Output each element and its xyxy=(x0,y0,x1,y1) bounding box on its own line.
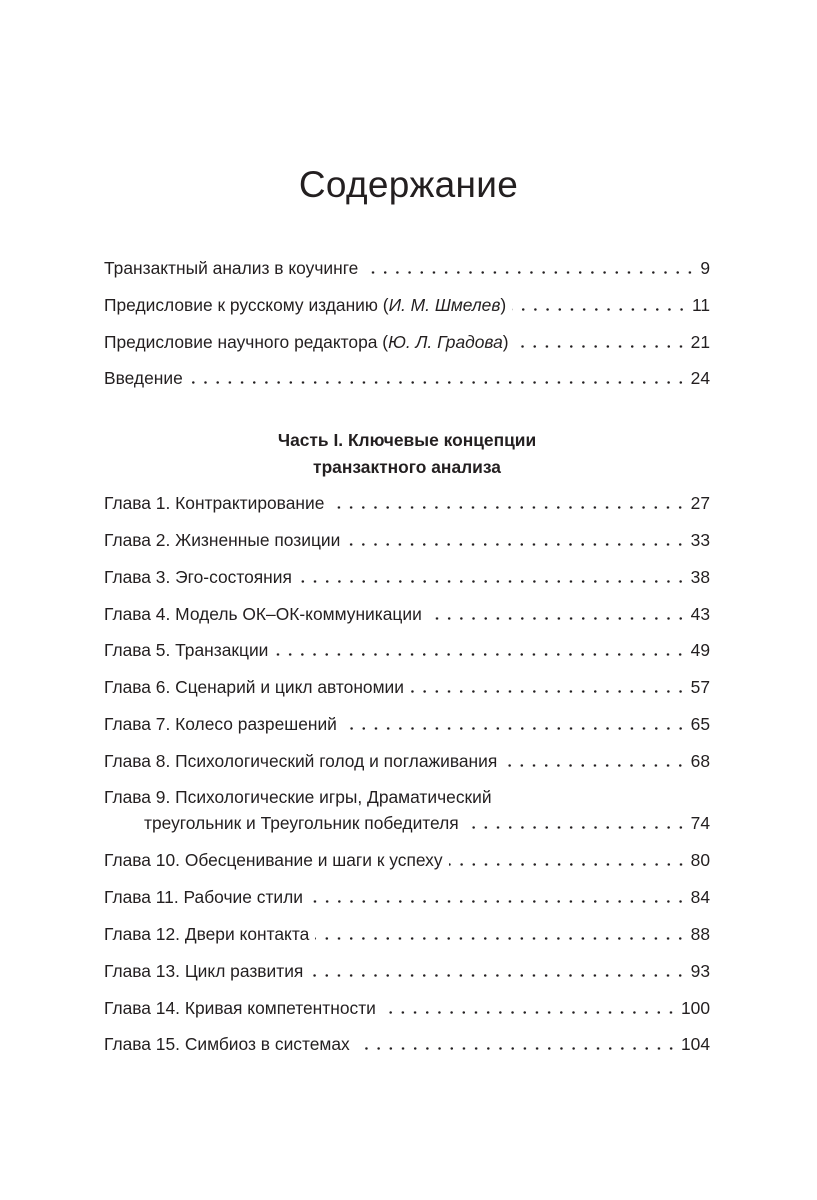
toc-chapter[interactable] xyxy=(104,920,710,957)
dot-leader xyxy=(428,617,687,620)
toc-chapter[interactable] xyxy=(104,710,710,747)
page-number: 74 xyxy=(690,812,710,833)
page-number: 65 xyxy=(690,713,710,734)
entry-author: Ю. Л. Градова xyxy=(388,331,503,352)
entry-title-end: ) xyxy=(500,294,507,315)
entry-title-end: ) xyxy=(502,331,509,352)
dot-leader xyxy=(343,727,687,730)
dot-leader xyxy=(382,1011,677,1014)
dot-leader xyxy=(364,271,696,274)
page-number: 49 xyxy=(690,640,710,661)
page-number: 43 xyxy=(690,603,710,624)
chapter-title: Глава 5. Транзакции xyxy=(104,640,269,661)
dot-leader xyxy=(410,690,687,693)
page-number: 80 xyxy=(690,850,710,871)
part-heading xyxy=(104,427,710,481)
chapter-title: Глава 4. Модель ОК–ОК-коммуникации xyxy=(104,603,422,624)
page-number: 11 xyxy=(691,294,710,315)
dot-leader xyxy=(356,1047,677,1050)
dot-leader xyxy=(515,345,687,348)
page-title: Содержание xyxy=(298,164,519,205)
dot-leader xyxy=(298,580,687,583)
page-number: 38 xyxy=(690,566,710,587)
toc-chapter[interactable] xyxy=(104,636,710,673)
page-number: 88 xyxy=(690,923,710,944)
page-number: 27 xyxy=(690,493,710,514)
dot-leader xyxy=(503,764,686,767)
toc-chapter[interactable] xyxy=(104,784,710,847)
chapter-title: Глава 9. Психологические игры, Драматический xyxy=(104,786,492,807)
toc-chapter[interactable] xyxy=(104,673,710,710)
toc-entry[interactable] xyxy=(104,254,710,291)
page-number: 100 xyxy=(680,997,710,1018)
dot-leader xyxy=(309,974,686,977)
dot-leader xyxy=(274,653,686,656)
toc-chapter[interactable] xyxy=(104,600,710,637)
dot-leader xyxy=(189,381,687,384)
toc-chapter[interactable] xyxy=(104,489,710,526)
toc-chapter[interactable] xyxy=(104,526,710,563)
dot-leader xyxy=(465,826,687,829)
table-of-contents xyxy=(104,254,710,1067)
page-number: 68 xyxy=(690,750,710,771)
page-number: 84 xyxy=(690,887,710,908)
dot-leader xyxy=(449,863,687,866)
chapter-title: Глава 13. Цикл развития xyxy=(104,960,304,981)
chapter-title: Глава 15. Симбиоз в системах xyxy=(104,1034,350,1055)
page-number: 57 xyxy=(690,677,710,698)
chapter-title: Глава 1. Контрактирование xyxy=(104,493,325,514)
toc-entry[interactable] xyxy=(104,291,710,328)
toc-chapter[interactable] xyxy=(104,957,710,994)
entry-title: Введение xyxy=(104,368,183,389)
toc-chapter[interactable] xyxy=(104,563,710,600)
page-number: 93 xyxy=(690,960,710,981)
dot-leader xyxy=(315,937,686,940)
entry-title: Транзактный анализ в коучинге xyxy=(104,258,359,278)
chapter-title: Глава 6. Сценарий и цикл автономии xyxy=(104,677,404,698)
dot-leader xyxy=(346,543,686,546)
chapter-title: Глава 10. Обесценивание и шаги к успеху xyxy=(104,850,443,871)
page-number: 21 xyxy=(690,331,710,352)
toc-entry[interactable] xyxy=(104,364,710,401)
toc-chapter[interactable] xyxy=(104,994,710,1031)
chapter-title: Глава 12. Двери контакта xyxy=(104,923,310,944)
chapter-title: Глава 7. Колесо разрешений xyxy=(104,713,337,734)
chapter-title-continued: треугольник и Треугольник победителя xyxy=(144,812,459,833)
page-number: 33 xyxy=(690,529,710,550)
chapter-title: Глава 3. Эго-состояния xyxy=(104,566,292,587)
chapter-title: Глава 11. Рабочие стили xyxy=(104,887,303,908)
toc-chapter[interactable] xyxy=(104,747,710,784)
page-number: 24 xyxy=(690,368,710,389)
toc-chapter[interactable] xyxy=(104,883,710,920)
dot-leader xyxy=(512,308,688,311)
dot-leader xyxy=(330,506,686,509)
toc-chapter[interactable] xyxy=(104,1030,710,1067)
toc-entry[interactable] xyxy=(104,328,710,365)
part-heading-line2: транзактного анализа xyxy=(313,457,501,478)
toc-chapter[interactable] xyxy=(104,846,710,883)
entry-title: Предисловие научного редактора ( xyxy=(104,331,389,352)
page-number: 104 xyxy=(680,1034,710,1055)
page-number: 9 xyxy=(700,258,710,278)
chapter-title: Глава 2. Жизненные позиции xyxy=(104,529,341,550)
dot-leader xyxy=(309,900,687,903)
chapter-title: Глава 8. Психологический голод и поглаживания xyxy=(104,750,498,771)
part-heading-line1: Часть I. Ключевые концепции xyxy=(277,430,537,451)
entry-author: И. М. Шмелев xyxy=(388,294,501,315)
chapter-title: Глава 14. Кривая компетентности xyxy=(104,997,376,1018)
entry-title: Предисловие к русскому изданию ( xyxy=(104,294,389,315)
